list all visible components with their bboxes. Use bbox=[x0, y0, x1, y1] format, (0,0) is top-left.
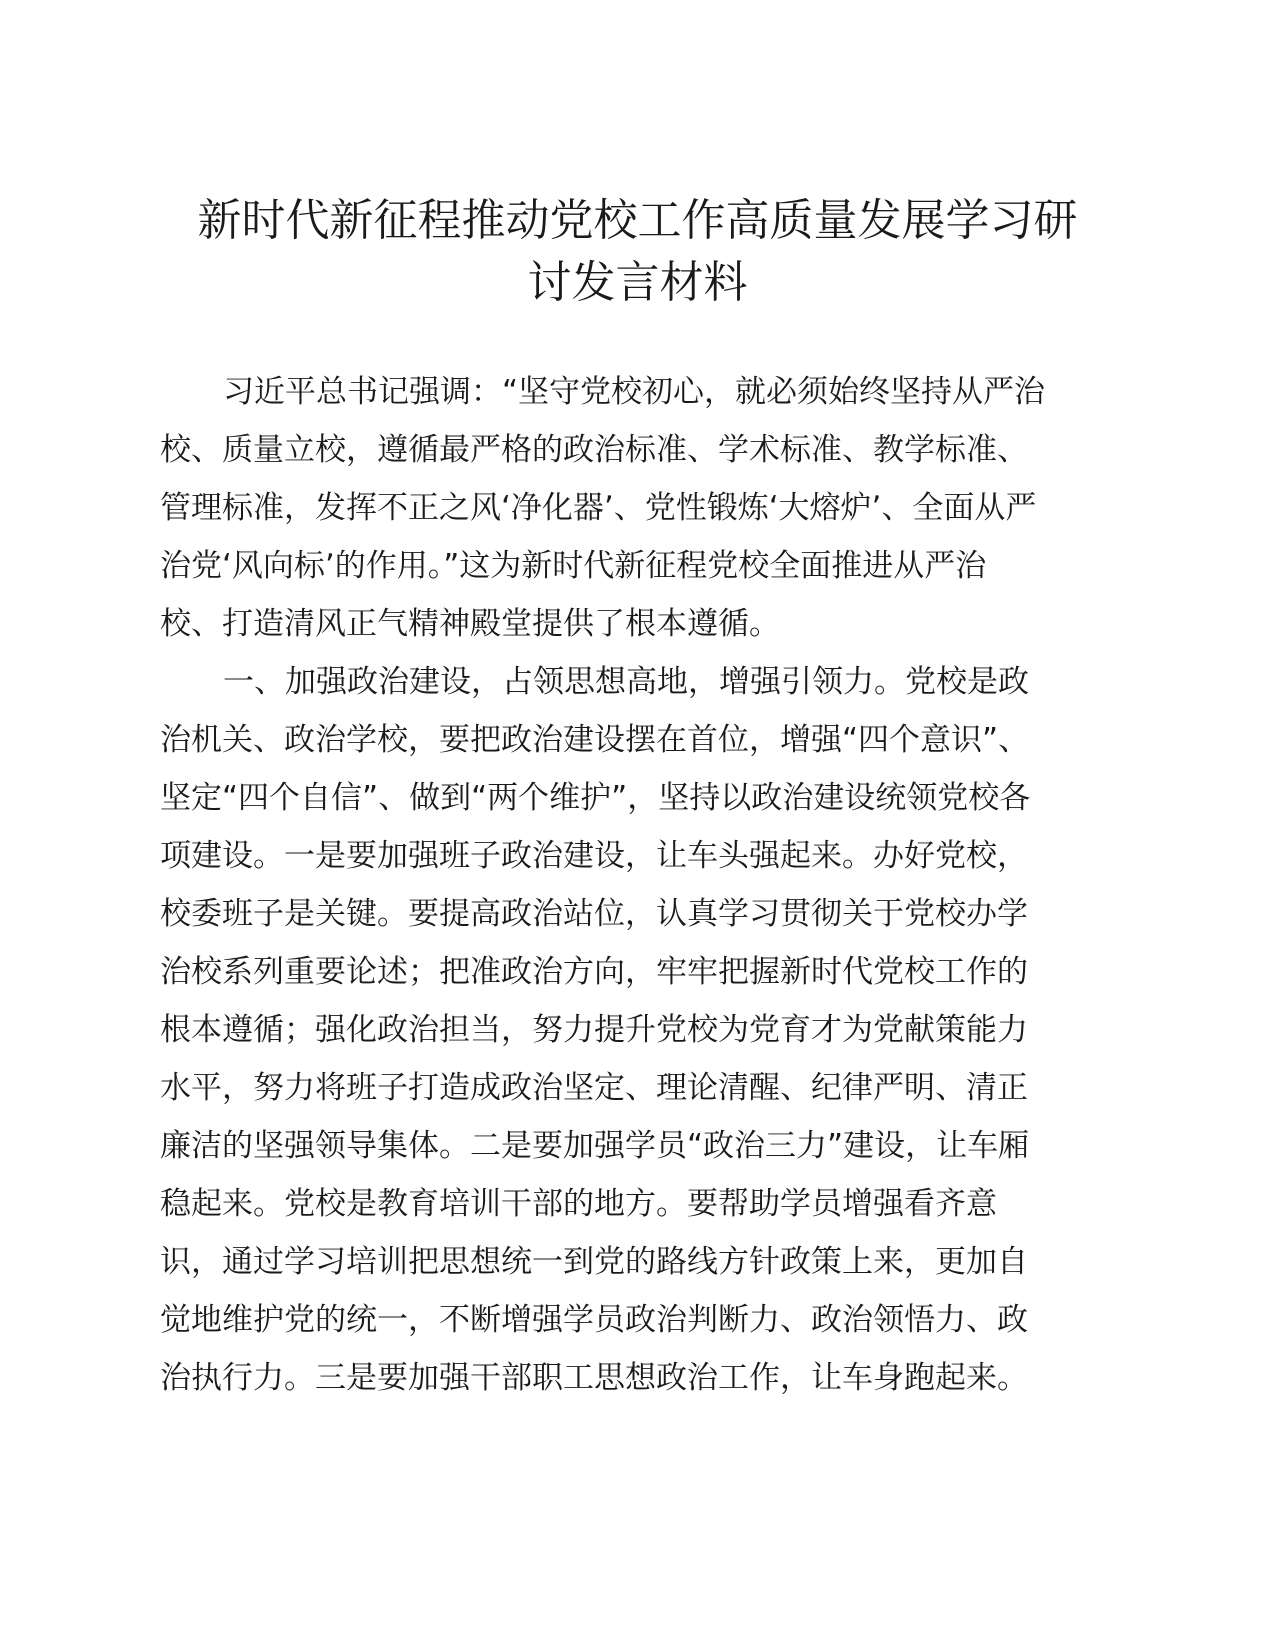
paragraph-line: 项建设。一是要加强班子政治建设，让车头强起来。办好党校， bbox=[160, 838, 1028, 874]
paragraph-line: 治校系列重要论述；把准政治方向，牢牢把握新时代党校工作的 bbox=[160, 954, 1028, 990]
paragraph-line: 觉地维护党的统一，不断增强学员政治判断力、政治领悟力、政 bbox=[160, 1302, 1028, 1338]
paragraph-line: 水平，努力将班子打造成政治坚定、理论清醒、纪律严明、清正 bbox=[160, 1070, 1028, 1106]
paragraph-line: 坚定“四个自信”、做到“两个维护”，坚持以政治建设统领党校各 bbox=[160, 780, 1031, 816]
paragraph-line: 根本遵循；强化政治担当，努力提升党校为党育才为党献策能力 bbox=[160, 1012, 1028, 1048]
title-line: 讨发言材料 bbox=[527, 257, 748, 308]
paragraph-line: 习近平总书记强调：“坚守党校初心，就必须始终坚持从严治 bbox=[223, 374, 1046, 410]
paragraph-line: 治机关、政治学校，要把政治建设摆在首位，增强“四个意识”、 bbox=[160, 722, 1030, 758]
title-line: 新时代新征程推动党校工作高质量发展学习研 bbox=[197, 195, 1078, 246]
paragraph-line: 识，通过学习培训把思想统一到党的路线方针政策上来，更加自 bbox=[160, 1244, 1028, 1280]
paragraph-line: 治执行力。三是要加强干部职工思想政治工作，让车身跑起来。 bbox=[160, 1360, 1028, 1396]
paragraph-line: 廉洁的坚强领导集体。二是要加强学员“政治三力”建设，让车厢 bbox=[160, 1128, 1030, 1164]
paragraph-section-one bbox=[160, 653, 1120, 1407]
document-title bbox=[150, 190, 1125, 314]
paragraph-line: 治党‘风向标’的作用。”这为新时代新征程党校全面推进从严治 bbox=[160, 548, 987, 584]
paragraph-line: 管理标准，发挥不正之风‘净化器’、党性锻炼‘大熔炉’、全面从严 bbox=[160, 490, 1037, 526]
paragraph-line: 一、加强政治建设，占领思想高地，增强引领力。党校是政 bbox=[223, 664, 1029, 700]
paragraph-intro bbox=[160, 363, 1120, 653]
paragraph-line: 稳起来。党校是教育培训干部的地方。要帮助学员增强看齐意 bbox=[160, 1186, 997, 1222]
paragraph-line: 校委班子是关键。要提高政治站位，认真学习贯彻关于党校办学 bbox=[160, 896, 1028, 932]
paragraph-line: 校、打造清风正气精神殿堂提供了根本遵循。 bbox=[160, 606, 780, 642]
document-body bbox=[160, 363, 1120, 1407]
paragraph-line: 校、质量立校，遵循最严格的政治标准、学术标准、教学标准、 bbox=[160, 432, 1028, 468]
